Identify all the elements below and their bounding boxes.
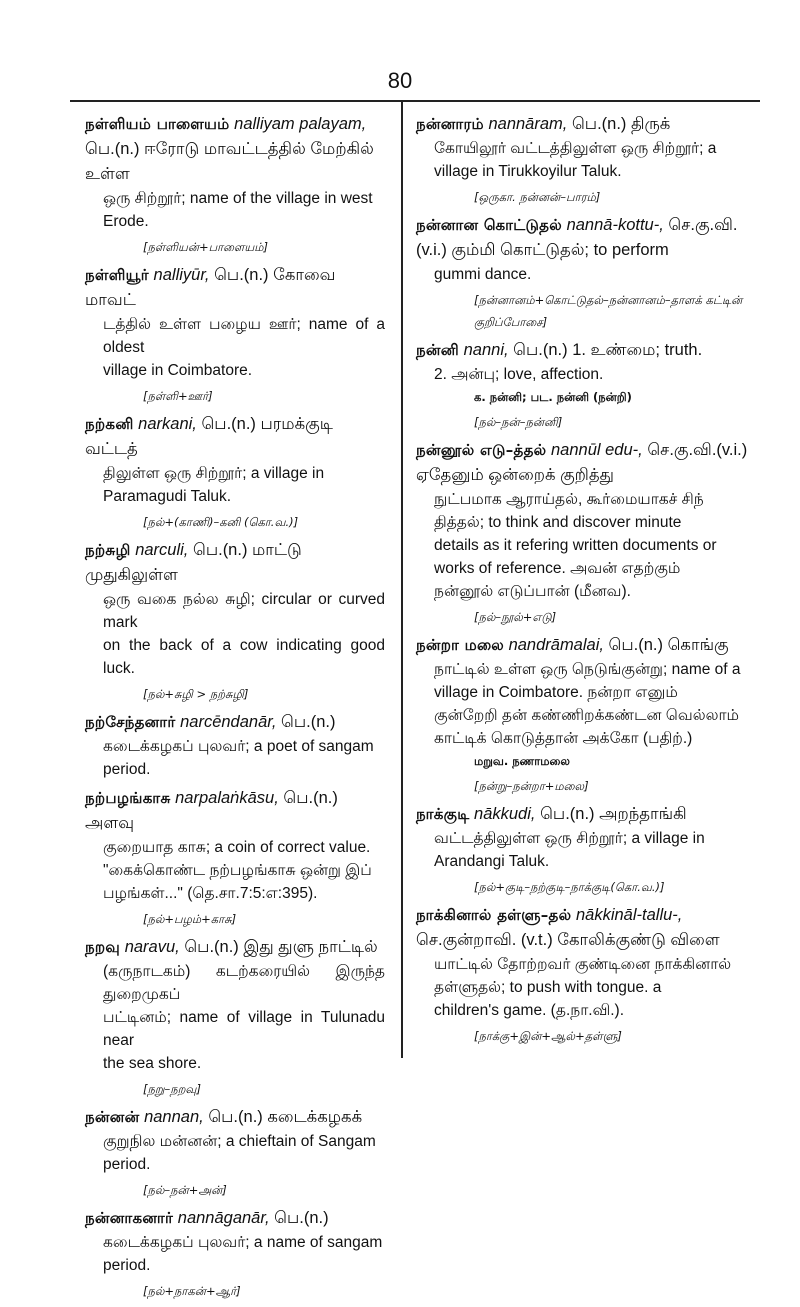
etymology: [நன்னானம்+கொட்டுதல்–நன்னானம்–தாளக் கட்டின் குறிப்போசை] — [474, 293, 743, 329]
cognate-note: க. நன்னி; பட. நன்னி (நன்றி) — [474, 390, 632, 404]
definition-line: village in Tirukkoyilur Taluk. — [434, 163, 622, 180]
definition-line: குன்றேறி தன் கண்ணிறக்கண்டன வெல்லாம் — [434, 707, 740, 724]
etymology: [நல்–நூல்+எடு] — [474, 610, 557, 624]
definition-line: children's game. (த.நா.வி.). — [434, 1002, 625, 1019]
dictionary-entry — [416, 213, 756, 333]
entry-head-line — [85, 1105, 385, 1130]
definition-line: நாட்டில் உள்ள ஒரு நெடுங்குன்று; name of a — [434, 661, 741, 678]
transliteration: nākkināl-tallu-, — [575, 906, 683, 924]
transliteration: narpalaṅkāsu, — [175, 789, 279, 807]
dictionary-entry — [85, 1206, 385, 1302]
dictionary-entry — [416, 112, 756, 208]
etymology: [நல்+பழம்+காசு] — [143, 912, 237, 926]
headword: நன்னி — [416, 341, 460, 359]
dictionary-entry — [85, 112, 385, 258]
definition-line: period. — [103, 1257, 151, 1274]
headword: நன்னாரம் — [416, 115, 484, 133]
headword: நற்பழங்காசு — [85, 789, 171, 807]
definition-line: பட்டினம்; name of village in Tulunadu near — [103, 1009, 385, 1049]
dictionary-entry — [416, 438, 756, 628]
definition-line: கோயிலூர் வட்டத்திலுள்ள ஒரு சிற்றூர்; a — [434, 140, 717, 157]
definition-text: பெ.(n.) பரமக்குடி வட்டத் — [85, 415, 333, 458]
entry-head-line — [416, 213, 756, 263]
entry-head-line — [416, 112, 756, 137]
transliteration: nannā-kottu-, — [566, 216, 664, 234]
transliteration: nannāram, — [488, 115, 568, 133]
entry-head-line — [85, 538, 385, 588]
definition-text: பெ.(n.) — [281, 713, 336, 731]
definition-text: பெ.(n.) 1. உண்மை; truth. — [513, 341, 703, 359]
headword: நன்னாகனார் — [85, 1209, 174, 1227]
definition-line: தித்தல்; to think and discover minute — [434, 514, 682, 531]
transliteration: nanni, — [463, 341, 509, 359]
definition-line: period. — [103, 1156, 151, 1173]
headword: நற்சுழி — [85, 541, 131, 559]
entry-head-line — [85, 710, 385, 735]
etymology: [நல்+குடி–நற்குடி–நாக்குடி(கொ.வ.)] — [474, 880, 665, 894]
etymology: [நள்ளி+ஊர்] — [143, 389, 213, 403]
definition-line: ஒரு சிற்றூர்; name of the village in west — [103, 190, 373, 207]
transliteration: naravu, — [124, 938, 180, 956]
definition-line: திலுள்ள ஒரு சிற்றூர்; a village in — [103, 465, 325, 482]
dictionary-entry — [416, 338, 756, 433]
definition-line: village in Coimbatore. — [103, 362, 253, 379]
transliteration: nalliyam palayam, — [234, 115, 367, 133]
dictionary-entry — [85, 786, 385, 930]
transliteration: narculi, — [135, 541, 189, 559]
entry-head-line — [85, 935, 385, 960]
transliteration: nalliyūr, — [153, 266, 210, 284]
dictionary-entry — [416, 802, 756, 898]
definition-line: "கைக்கொண்ட நற்பழங்காசு ஒன்று இப் — [103, 862, 372, 879]
definition-text: பெ.(n.) அளவு — [85, 789, 338, 832]
dictionary-entry — [85, 263, 385, 407]
etymology: [ஒருகா. நன்னன்–பாரம்] — [474, 190, 601, 204]
definition-line: டத்தில் உள்ள பழைய ஊர்; name of a oldest — [103, 316, 385, 356]
definition-line: நன்னூல் எடுப்பான் (மீனவ). — [434, 583, 631, 600]
definition-line: details as it refering written documents or — [434, 537, 717, 554]
definition-text: பெ.(n.) கடைக்கழகக் — [208, 1108, 363, 1126]
column-divider — [401, 100, 403, 1058]
dictionary-entry — [85, 1105, 385, 1201]
entry-head-line — [416, 338, 756, 363]
cognate-note: மறுவ. நணாமலை — [474, 754, 570, 768]
entry-head-line — [416, 438, 756, 488]
entry-head-line — [85, 786, 385, 836]
definition-line: பழங்கள்..." (தெ.சா.7:5:எ:395). — [103, 885, 318, 902]
definition-line: ஒரு வகை நல்ல சுழி; circular or curved mark — [103, 591, 385, 631]
header-rule — [70, 100, 760, 102]
definition-line: தள்ளுதல்; to push with tongue. a — [434, 979, 662, 996]
definition-text: செ.குன்றாவி. (v.t.) கோலிக்குண்டு விளை — [416, 931, 720, 949]
dictionary-entry — [85, 412, 385, 533]
headword: நாக்கினால் தள்ளு–தல் — [416, 906, 572, 924]
definition-text: பெ.(n.) மாட்டு முதுகிலுள்ள — [85, 541, 302, 584]
headword: நள்ளியூர் — [85, 266, 149, 284]
page-number: 80 — [387, 68, 413, 93]
definition-text: செ.கு.வி. (v.i.) கும்மி கொட்டுதல்; to perform — [416, 216, 738, 259]
transliteration: nandrāmalai, — [508, 636, 604, 654]
definition-line: Erode. — [103, 213, 149, 230]
headword: நன்னன் — [85, 1108, 140, 1126]
definition-line: கடைக்கழகப் புலவர்; a name of sangam — [103, 1234, 383, 1251]
definition-line: works of reference. அவன் எதற்கும் — [434, 560, 681, 577]
headword: நற்சேந்தனார் — [85, 713, 176, 731]
left-column — [85, 112, 385, 1307]
transliteration: nannan, — [144, 1108, 204, 1126]
etymology: [நன்று–நன்றா+மலை] — [474, 779, 589, 793]
transliteration: nākkudi, — [474, 805, 536, 823]
entry-head-line — [85, 263, 385, 313]
definition-line: யாட்டில் தோற்றவர் குண்டினை நாக்கினால் — [434, 956, 732, 973]
transliteration: narcēndanār, — [180, 713, 277, 731]
headword: நாக்குடி — [416, 805, 470, 823]
headword: நறவு — [85, 938, 121, 956]
entry-head-line — [416, 633, 756, 658]
transliteration: nannūl edu-, — [551, 441, 643, 459]
headword: நள்ளியம் பாளையம் — [85, 115, 230, 133]
etymology: [நாக்கு+இன்+ஆல்+தள்ளு] — [474, 1029, 622, 1043]
entry-head-line — [85, 1206, 385, 1231]
definition-text: பெ.(n.) கோவை மாவட் — [85, 266, 336, 309]
definition-line: நுட்பமாக ஆராய்தல், கூர்மையாகச் சிந் — [434, 491, 704, 508]
transliteration: nannāganār, — [177, 1209, 270, 1227]
definition-line: on the back of a cow indicating good luck. — [103, 637, 385, 677]
definition-line: village in Coimbatore. நன்றா எனும் — [434, 684, 678, 701]
definition-text: செ.கு.வி.(v.i.) ஏதேனும் ஒன்றைக் குறித்து — [416, 441, 748, 484]
definition-line: Arandangi Taluk. — [434, 853, 550, 870]
dictionary-entry — [85, 538, 385, 705]
etymology: [நல்+சுழி > நற்சுழி] — [143, 687, 249, 701]
definition-text: பெ.(n.) — [274, 1209, 329, 1227]
definition-line: வட்டத்திலுள்ள ஒரு சிற்றூர்; a village in — [434, 830, 705, 847]
definition-line: குறுநில மன்னன்; a chieftain of Sangam — [103, 1133, 376, 1150]
entry-head-line — [416, 802, 756, 827]
definition-line: gummi dance. — [434, 266, 532, 283]
definition-line: the sea shore. — [103, 1055, 202, 1072]
definition-line: (கருநாடகம்) கடற்கரையில் இருந்த துறைமுகப் — [103, 963, 385, 1003]
right-column — [416, 112, 756, 1052]
etymology: [நல்+(காணி)–கனி (கொ.வ.)] — [143, 515, 299, 529]
entry-head-line — [85, 112, 385, 187]
definition-line: காட்டிக் கொடுத்தான் அக்கோ (பதிற்.) — [434, 730, 693, 747]
headword: நன்றா மலை — [416, 636, 504, 654]
definition-line: கடைக்கழகப் புலவர்; a poet of sangam — [103, 738, 374, 755]
etymology: [நள்ளியன்+பாளையம்] — [143, 240, 269, 254]
definition-text: பெ.(n.) திருக் — [571, 115, 671, 133]
etymology: [நல்–நன்+அன்] — [143, 1183, 227, 1197]
etymology: [நல்–நன்–நன்னி] — [474, 415, 563, 429]
definition-text: பெ.(n.) இது துளு நாட்டில் — [184, 938, 378, 956]
etymology: [நறு–நறவு] — [143, 1082, 201, 1096]
dictionary-entry — [85, 710, 385, 781]
transliteration: narkani, — [138, 415, 197, 433]
definition-line: period. — [103, 761, 151, 778]
headword: நற்கனி — [85, 415, 134, 433]
definition-line: குறையாத காசு; a coin of correct value. — [103, 839, 371, 856]
definition-line: Paramagudi Taluk. — [103, 488, 232, 505]
entry-head-line — [416, 903, 756, 953]
dictionary-entry — [416, 633, 756, 797]
headword: நன்னான கொட்டுதல் — [416, 216, 562, 234]
dictionary-entry — [416, 903, 756, 1047]
definition-text: பெ.(n.) ஈரோடு மாவட்டத்தில் மேற்கில் உள்ள — [85, 140, 374, 183]
entry-head-line — [85, 412, 385, 462]
definition-line: 2. அன்பு; love, affection. — [434, 366, 604, 383]
definition-text: பெ.(n.) அறந்தாங்கி — [540, 805, 687, 823]
definition-text: பெ.(n.) கொங்கு — [608, 636, 729, 654]
dictionary-entry — [85, 935, 385, 1100]
etymology: [நல்+நாகன்+ஆர்] — [143, 1284, 241, 1298]
headword: நன்னூல் எடு–த்தல் — [416, 441, 547, 459]
